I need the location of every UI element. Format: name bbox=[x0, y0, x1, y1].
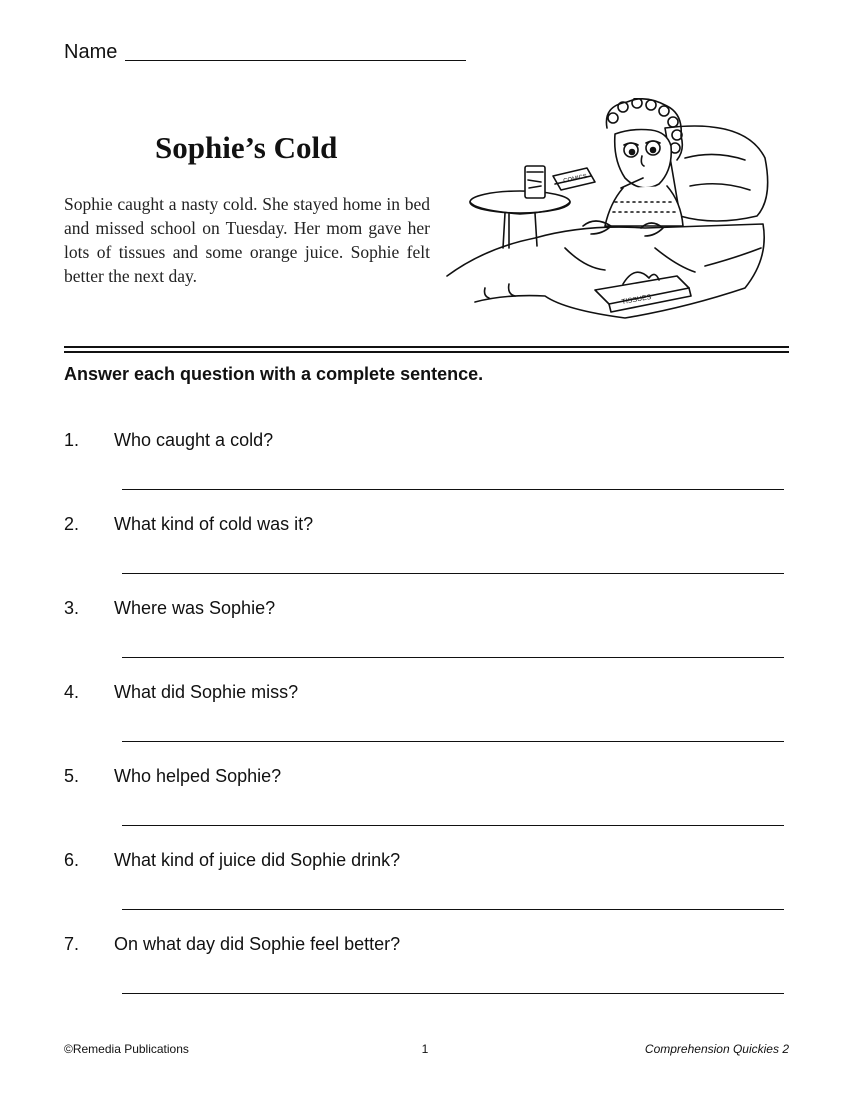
sick-girl-in-bed-illustration bbox=[445, 98, 785, 326]
question-item bbox=[64, 429, 784, 513]
answer-line[interactable] bbox=[122, 657, 784, 658]
question-number: 1. bbox=[64, 430, 80, 450]
question-text: Who caught a cold? bbox=[114, 430, 274, 450]
answer-line[interactable] bbox=[122, 825, 784, 826]
answer-line[interactable] bbox=[122, 909, 784, 910]
section-divider-bottom bbox=[64, 351, 789, 353]
question-item bbox=[64, 765, 784, 849]
footer-page-number: 1 bbox=[421, 1042, 429, 1056]
question-item bbox=[64, 681, 784, 765]
question-number: 4. bbox=[64, 682, 80, 702]
name-write-line[interactable] bbox=[125, 60, 466, 61]
question-number: 6. bbox=[64, 850, 80, 870]
tissues-label: TISSUES bbox=[621, 293, 652, 307]
question-text: What kind of cold was it? bbox=[114, 514, 314, 534]
answer-line[interactable] bbox=[122, 741, 784, 742]
question-number: 3. bbox=[64, 598, 80, 618]
question-number: 7. bbox=[64, 934, 80, 954]
question-text: Who helped Sophie? bbox=[114, 766, 282, 786]
answer-line[interactable] bbox=[122, 489, 784, 490]
footer-publisher: ©Remedia Publications bbox=[64, 1042, 189, 1056]
question-item bbox=[64, 849, 784, 933]
question-text: On what day did Sophie feel better? bbox=[114, 934, 401, 954]
question-item bbox=[64, 597, 784, 681]
answer-line[interactable] bbox=[122, 993, 784, 994]
comics-label: COMICS bbox=[562, 173, 588, 185]
question-text: What did Sophie miss? bbox=[114, 682, 299, 702]
question-text: What kind of juice did Sophie drink? bbox=[114, 850, 401, 870]
footer-book-title: Comprehension Quickies 2 bbox=[644, 1042, 789, 1056]
story-paragraph: Sophie caught a nasty cold. She stayed home in bed and missed school on Tuesday. Her mom gave her lots of tissues and some orange juice. Sophie felt better the next day. bbox=[64, 194, 430, 286]
question-number: 5. bbox=[64, 766, 80, 786]
question-text: Where was Sophie? bbox=[114, 598, 276, 618]
name-label: Name bbox=[64, 41, 118, 63]
answer-line[interactable] bbox=[122, 573, 784, 574]
story-title: Sophie’s Cold bbox=[155, 130, 338, 165]
instructions: Answer each question with a complete sentence. bbox=[64, 364, 484, 384]
question-item bbox=[64, 933, 784, 1017]
question-item bbox=[64, 513, 784, 597]
section-divider-top bbox=[64, 346, 789, 348]
name-field-row bbox=[64, 40, 466, 64]
question-number: 2. bbox=[64, 514, 80, 534]
